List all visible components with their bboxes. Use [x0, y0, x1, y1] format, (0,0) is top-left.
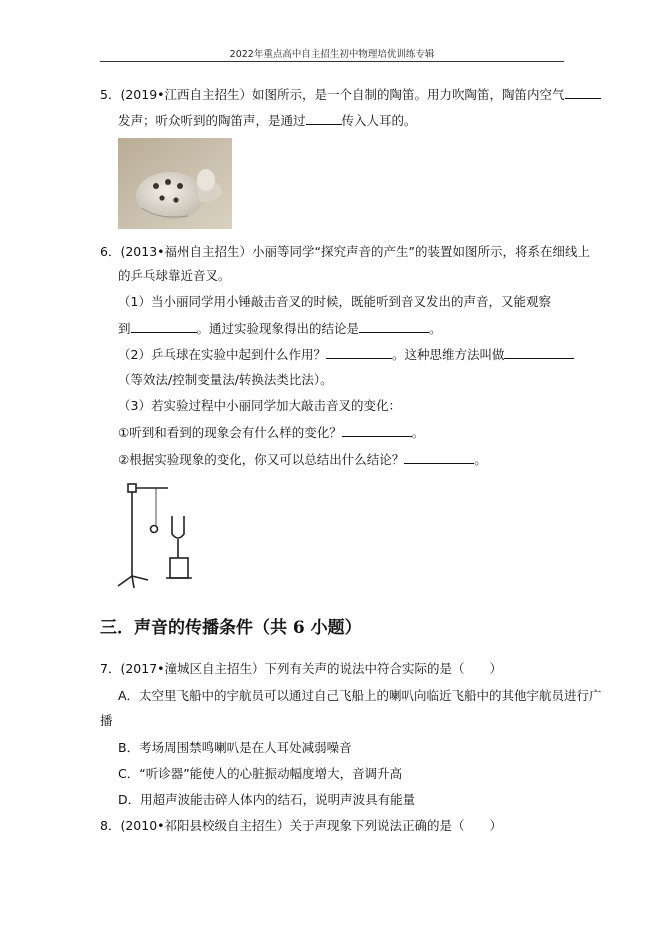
q6-part2-line2: （等效法/控制变量法/转换法类比法）。: [118, 372, 333, 387]
q6-blank-1[interactable]: [131, 320, 197, 333]
q6-text: ①听到和看到的现象会有什么样的变化？: [118, 425, 342, 440]
ocarina-photo: [118, 138, 232, 229]
q5-line2: [118, 112, 417, 129]
q7-option-b[interactable]: B．考场周围禁鸣喇叭是在人耳处减弱噪音: [118, 740, 352, 755]
q6-line2: 的乒乓球靠近音叉。: [118, 268, 231, 283]
q6-part3-sub1: [118, 424, 424, 441]
q8-stem: 8．(2010•祁阳县校级自主招生）关于声现象下列说法正确的是（ ）: [100, 818, 503, 833]
q7-option-d[interactable]: D．用超声波能击碎人体内的结石，说明声波具有能量: [118, 792, 416, 807]
q6-blank-2[interactable]: [359, 320, 429, 333]
q7-option-c[interactable]: C．“听诊器”能使人的心脏振动幅度增大，音调升高: [118, 766, 403, 781]
q6-text: ②根据实验现象的变化，你又可以总结出什么结论？: [118, 452, 405, 467]
q6-blank-5[interactable]: [342, 424, 412, 437]
q6-blank-6[interactable]: [404, 451, 474, 464]
q5-text: 发声；听众听到的陶笛声，是通过: [118, 113, 306, 128]
q6-text: 。: [411, 425, 425, 440]
q6-part3-sub2: [118, 451, 487, 468]
q6-blank-3[interactable]: [326, 346, 392, 359]
q6-text: 。: [474, 452, 487, 467]
q5-text: 5．(2019•江西自主招生）如图所示，是一个自制的陶笛。用力吹陶笛，陶笛内空气: [100, 87, 565, 102]
q6-text: （2）乒乓球在实验中起到什么作用？: [118, 347, 326, 362]
q7-option-a-cont: 播: [100, 713, 113, 728]
q5-text: 传入人耳的。: [341, 113, 417, 128]
q6-part2-line1: [118, 346, 574, 363]
header-rule: [100, 61, 564, 62]
q6-line1: 6．(2013•福州自主招生）小丽等同学“探究声音的产生”的装置如图所示，将系在细线上: [100, 244, 590, 259]
q6-blank-4[interactable]: [504, 346, 574, 359]
q6-text: 。: [429, 321, 442, 336]
q7-stem: 7．(2017•潼城区自主招生）下列有关声的说法中符合实际的是（ ）: [100, 661, 503, 676]
q6-part1-line2: [118, 320, 442, 337]
q5-line1: [100, 86, 601, 103]
page-header: 2022年重点高中自主招生初中物理培优训练专辑: [229, 49, 435, 60]
section-title: 三．声音的传播条件（共 6 小题）: [100, 618, 362, 638]
q6-part1-line1: （1）当小丽同学用小锤敲击音叉的时候，既能听到音叉发出的声音，又能观察: [118, 294, 551, 309]
q6-text: 到: [118, 321, 131, 336]
q6-part3: （3）若实验过程中小丽同学加大敲击音叉的变化：: [118, 398, 401, 413]
q6-text: 。通过实验现象得出的结论是: [196, 321, 360, 336]
q6-text: 。这种思维方法叫做: [391, 347, 505, 362]
q7-option-a[interactable]: A．太空里飞船中的宇航员可以通过自己飞船上的喇叭向临近飞船中的其他宇航员进行广: [118, 688, 602, 703]
tuning-fork-apparatus: [112, 476, 204, 592]
q5-blank-1[interactable]: [565, 86, 601, 99]
q5-blank-2[interactable]: [306, 112, 342, 125]
